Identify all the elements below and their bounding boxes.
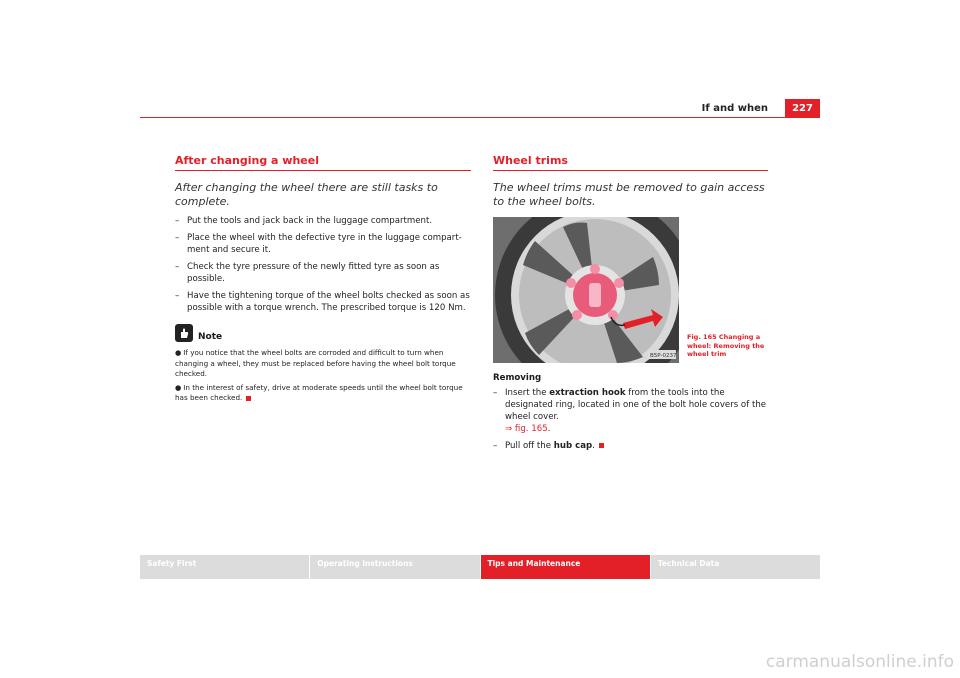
step-item: – Place the wheel with the defective tyre in the luggage compart-ment and secure it. xyxy=(175,233,462,255)
header-title: If and when xyxy=(701,103,768,114)
left-column xyxy=(175,154,471,407)
footer-tab-safety-first[interactable]: Safety First xyxy=(140,555,309,579)
figure-reference-link[interactable]: ⇒ fig. 165 xyxy=(505,424,548,434)
end-mark-icon xyxy=(599,443,604,448)
note-item: ● In the interest of safety, drive at moderate speeds until the wheel bolt torque has been checked. xyxy=(175,382,463,402)
figure-code: B5P-0237 xyxy=(650,353,677,359)
wheel-illustration xyxy=(493,217,679,363)
section-subtitle: After changing the wheel there are still tasks to complete. xyxy=(175,181,438,208)
steps-list xyxy=(175,215,471,314)
step-item: – Insert the extraction hook from the tools into the designated ring, located in one of the bolt hole covers of the wheel cover. ⇒ fig. 165. xyxy=(493,388,767,434)
wheel-trim-figure xyxy=(493,217,679,363)
watermark: carmanualsonline.info xyxy=(765,652,954,672)
section-title-after-changing: After changing a wheel xyxy=(175,154,471,171)
footer-tab-technical-data[interactable]: Technical Data xyxy=(651,555,820,579)
footer-tab-operating-instructions[interactable]: Operating instructions xyxy=(310,555,479,579)
section-title-wheel-trims: Wheel trims xyxy=(493,154,768,171)
step-item: – Pull off the hub cap. xyxy=(493,440,768,452)
step-item: – Have the tightening torque of the wheel bolts checked as soon as possible with a torque wrench. The prescribed torque is 120 Nm. xyxy=(175,291,470,313)
step-item: – Put the tools and jack back in the luggage compartment. xyxy=(175,216,433,226)
note-icon xyxy=(175,324,193,342)
header-rule xyxy=(140,117,820,118)
section-subtitle: The wheel trims must be removed to gain access to the wheel bolts. xyxy=(493,181,765,208)
figure-caption: Fig. 165 Changing a wheel: Removing the wheel trim xyxy=(687,333,765,358)
note-label: Note xyxy=(198,332,223,342)
right-column xyxy=(493,154,768,457)
end-mark-icon xyxy=(246,396,251,401)
footer-tab-tips-and-maintenance[interactable]: Tips and Maintenance xyxy=(481,555,650,579)
note-header xyxy=(175,324,471,342)
footer-nav xyxy=(140,555,820,579)
removing-label: Removing xyxy=(493,373,542,383)
step-item: – Check the tyre pressure of the newly fitted tyre as soon as possible. xyxy=(175,262,440,284)
removing-steps xyxy=(493,387,768,452)
page-number: 227 xyxy=(785,99,820,118)
note-list xyxy=(175,348,471,404)
note-item: ● If you notice that the wheel bolts are corroded and difficult to turn when changing a wheel, they must be replaced before having the wheel bolt torque checked. xyxy=(175,348,456,378)
